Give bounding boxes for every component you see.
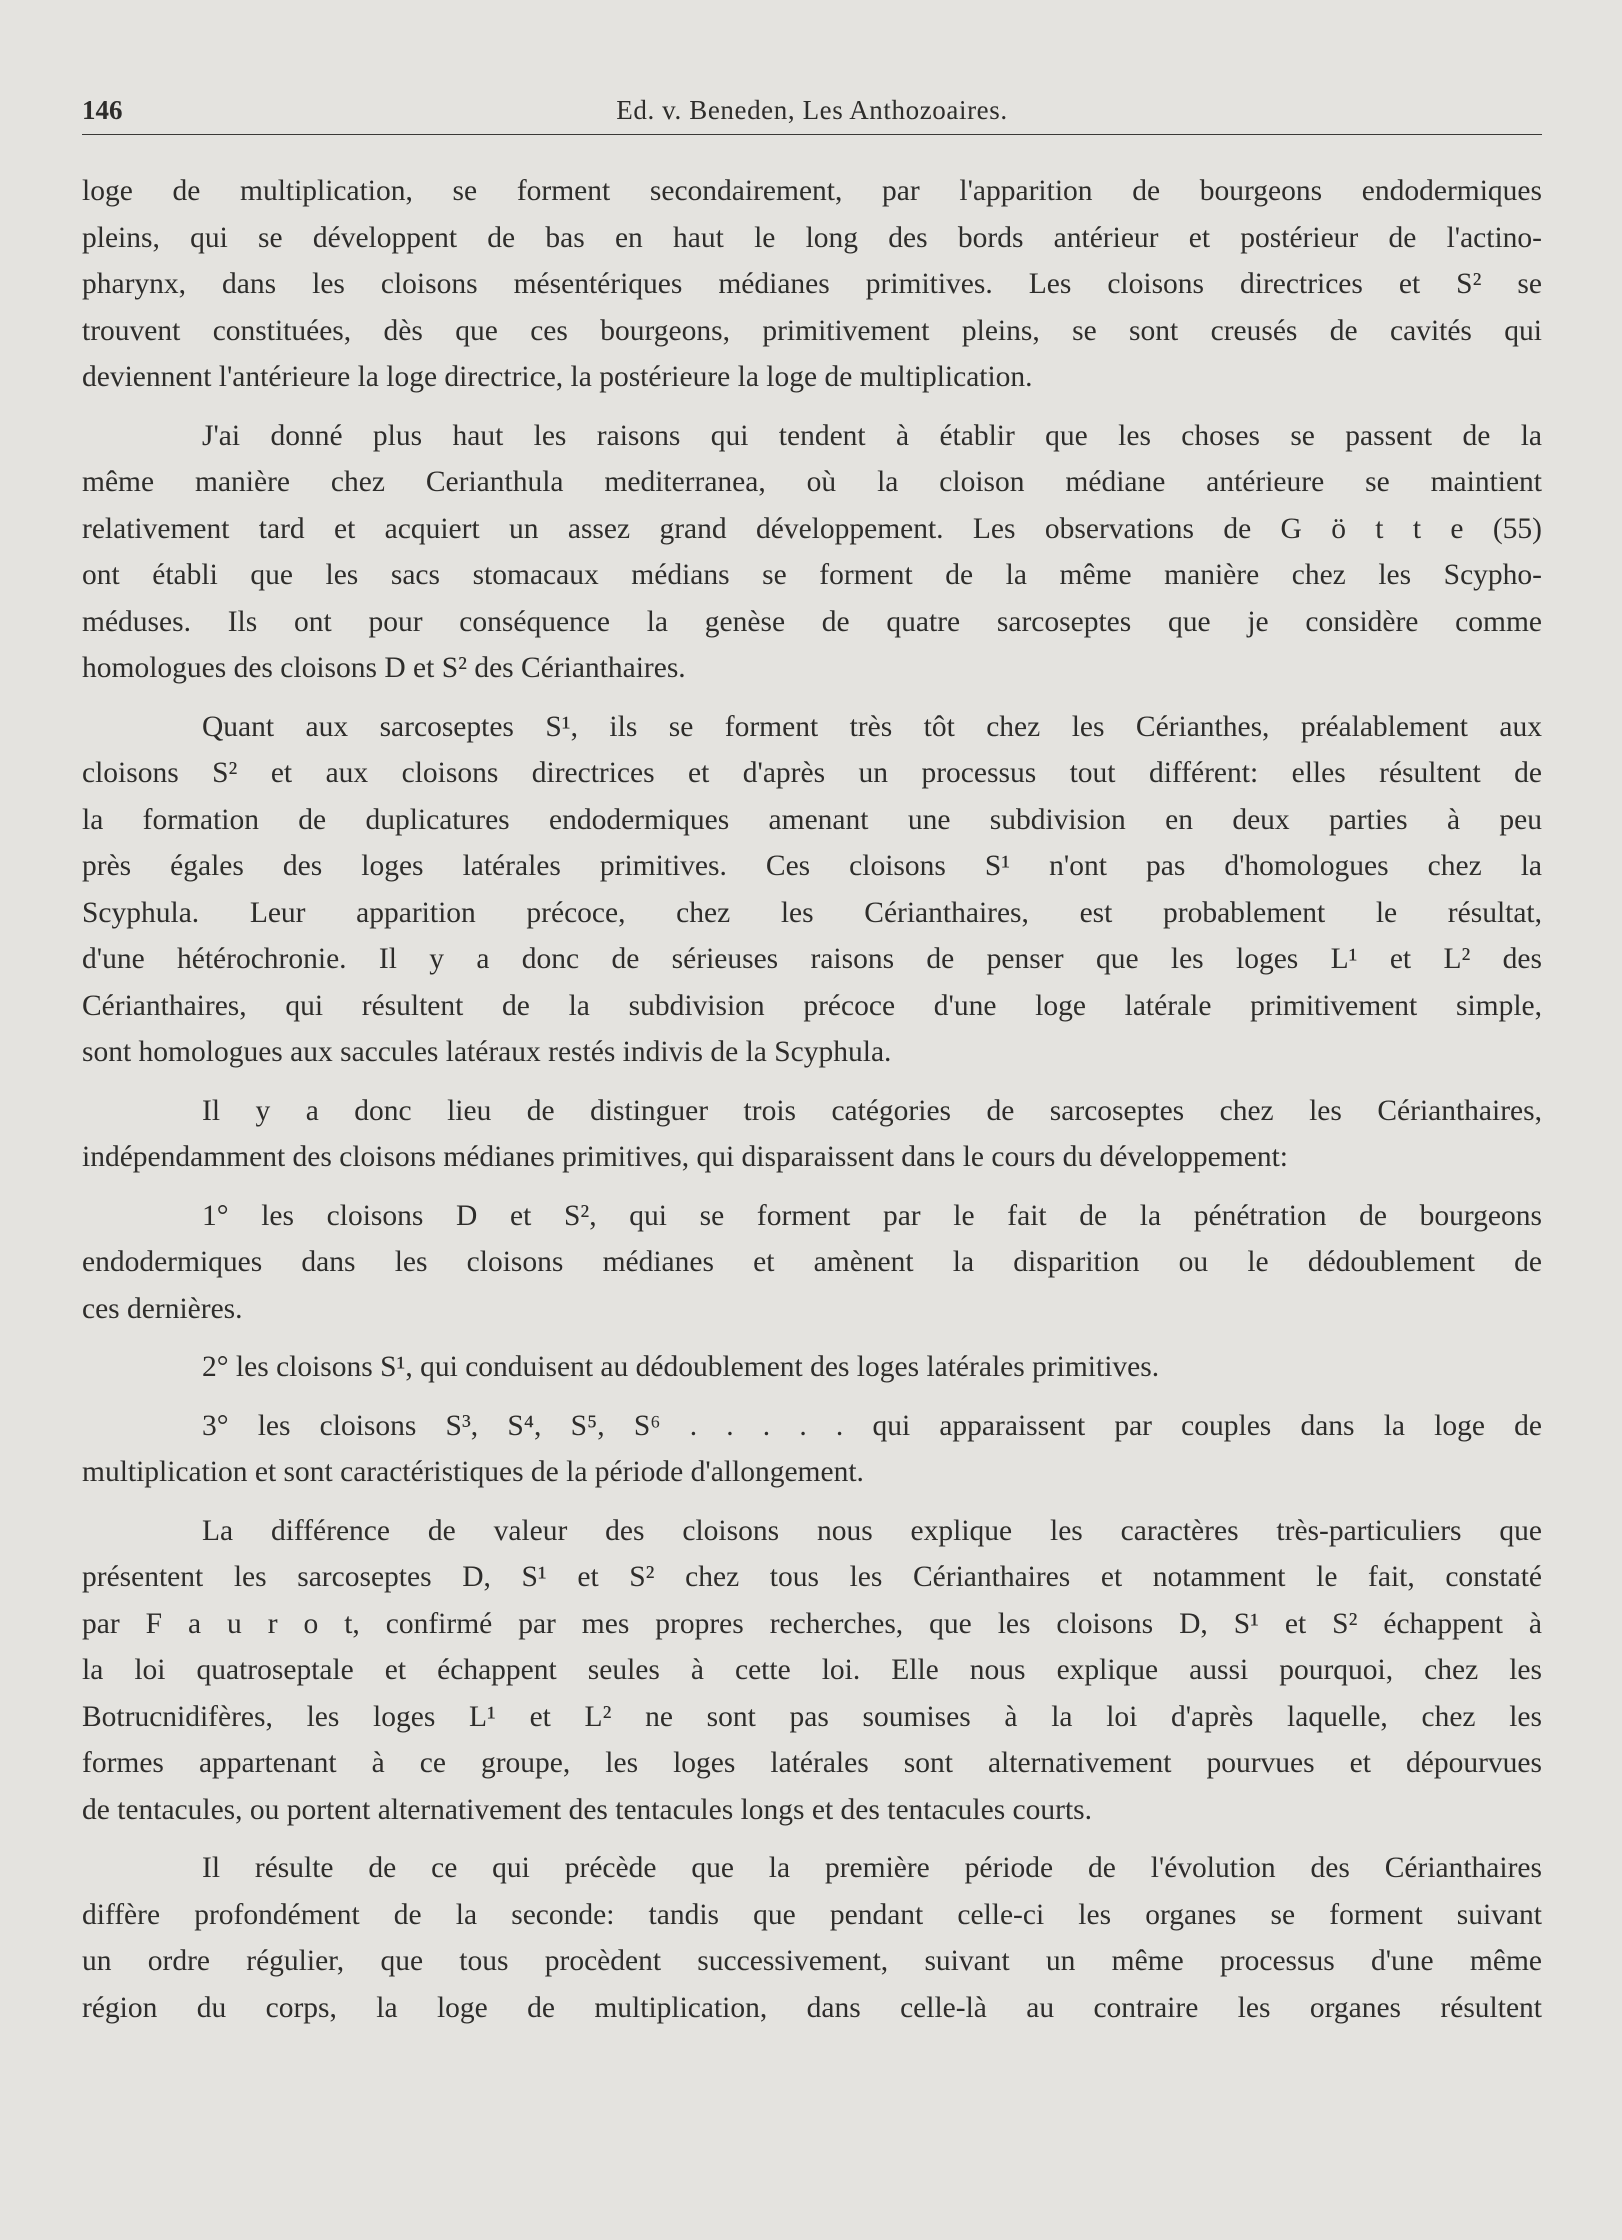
- text-line: 2° les cloisons S¹, qui conduisent au dédoublement des loges latérales primitives.: [202, 1351, 1160, 1383]
- text-line: La différence de valeur des cloisons nous explique les caractères très-particuliers que: [202, 1514, 1542, 1547]
- text-line: par F a u r o t, confirmé par mes propres recherches, que les cloisons D, S¹ et S² échappent à: [82, 1607, 1542, 1640]
- text-line: pleins, qui se développent de bas en haut le long des bords antérieur et postérieur de l'actino-: [82, 221, 1542, 254]
- text-line: J'ai donné plus haut les raisons qui tendent à établir que les choses se passent de la: [202, 419, 1542, 452]
- body-text: [82, 168, 1542, 2043]
- text-line: homologues des cloisons D et S² des Cérianthaires.: [82, 652, 686, 684]
- text-line: multiplication et sont caractéristiques de la période d'allongement.: [82, 1456, 864, 1488]
- text-line: un ordre régulier, que tous procèdent successivement, suivant un même processus d'une même: [82, 1945, 1542, 1977]
- paragraph: [82, 1193, 1542, 1333]
- running-title: Ed. v. Beneden, Les Anthozoaires.: [616, 95, 1008, 125]
- text-line: région du corps, la loge de multiplication, dans celle-là au contraire les organes résultent: [82, 1991, 1542, 2024]
- text-line: ont établi que les sacs stomacaux médians se forment de la même manière chez les Scypho-: [82, 559, 1542, 591]
- text-line: Botrucnidifères, les loges L¹ et L² ne sont pas soumises à la loi d'après laquelle, chez les: [82, 1700, 1542, 1733]
- text-line: d'une hétérochronie. Il y a donc de sérieuses raisons de penser que les loges L¹ et L² des: [82, 943, 1542, 975]
- text-line: deviennent l'antérieure la loge directrice, la postérieure la loge de multiplication.: [82, 361, 1033, 393]
- paragraph: [82, 1344, 1542, 1391]
- text-line: pharynx, dans les cloisons mésentériques médianes primitives. Les cloisons directrices et S² se: [82, 268, 1542, 300]
- text-line: présentent les sarcoseptes D, S¹ et S² chez tous les Cérianthaires et notamment le fait, constaté: [82, 1561, 1542, 1593]
- text-line: relativement tard et acquiert un assez grand développement. Les observations de G ö t t e (55): [82, 512, 1542, 545]
- text-line: Il y a donc lieu de distinguer trois catégories de sarcoseptes chez les Cérianthaires,: [202, 1094, 1542, 1127]
- page-number: 146: [82, 95, 123, 125]
- text-line: sont homologues aux saccules latéraux restés indivis de la Scyphula.: [82, 1036, 892, 1068]
- paragraph: [82, 704, 1542, 1076]
- text-line: 1° les cloisons D et S², qui se forment par le fait de la pénétration de bourgeons: [202, 1199, 1542, 1232]
- paragraph: [82, 1403, 1542, 1496]
- text-line: cloisons S² et aux cloisons directrices et d'après un processus tout différent: elles résultent de: [82, 757, 1542, 789]
- text-line: de tentacules, ou portent alternativement des tentacules longs et des tentacules courts.: [82, 1793, 1093, 1826]
- text-line: la loi quatroseptale et échappent seules à cette loi. Elle nous explique aussi pourquoi, chez les: [82, 1654, 1542, 1686]
- text-line: 3° les cloisons S³, S⁴, S⁵, S⁶ . . . . . qui apparaissent par couples dans la loge de: [202, 1409, 1542, 1442]
- paragraph: [82, 168, 1542, 401]
- text-line: près égales des loges latérales primitives. Ces cloisons S¹ n'ont pas d'homologues chez la: [82, 850, 1542, 882]
- text-line: Il résulte de ce qui précède que la première période de l'évolution des Cérianthaires: [202, 1852, 1542, 1884]
- text-line: Scyphula. Leur apparition précoce, chez les Cérianthaires, est probablement le résultat,: [82, 896, 1542, 929]
- text-line: loge de multiplication, se forment secondairement, par l'apparition de bourgeons endodermiques: [82, 175, 1542, 207]
- running-head: [82, 94, 1542, 135]
- text-line: méduses. Ils ont pour conséquence la genèse de quatre sarcoseptes que je considère comme: [82, 605, 1542, 638]
- text-line: endodermiques dans les cloisons médianes et amènent la disparition ou le dédoublement de: [82, 1246, 1542, 1278]
- text-line: Cérianthaires, qui résultent de la subdivision précoce d'une loge latérale primitivement simple,: [82, 989, 1542, 1022]
- paragraph: [82, 1088, 1542, 1181]
- text-line: indépendamment des cloisons médianes primitives, qui disparaissent dans le cours du développement:: [82, 1141, 1288, 1173]
- paragraph: [82, 413, 1542, 692]
- text-line: Quant aux sarcoseptes S¹, ils se forment très tôt chez les Cérianthes, préalablement aux: [202, 710, 1542, 743]
- text-line: ces dernières.: [82, 1292, 243, 1325]
- paragraph: [82, 1508, 1542, 1834]
- text-line: même manière chez Cerianthula mediterranea, où la cloison médiane antérieure se maintient: [82, 466, 1542, 498]
- paragraph: [82, 1845, 1542, 2031]
- text-line: formes appartenant à ce groupe, les loges latérales sont alternativement pourvues et dépourvues: [82, 1747, 1542, 1779]
- text-line: la formation de duplicatures endodermiques amenant une subdivision en deux parties à peu: [82, 803, 1542, 836]
- text-line: diffère profondément de la seconde: tandis que pendant celle-ci les organes se forment suivant: [82, 1898, 1542, 1931]
- text-line: trouvent constituées, dès que ces bourgeons, primitivement pleins, se sont creusés de cavités qui: [82, 314, 1542, 347]
